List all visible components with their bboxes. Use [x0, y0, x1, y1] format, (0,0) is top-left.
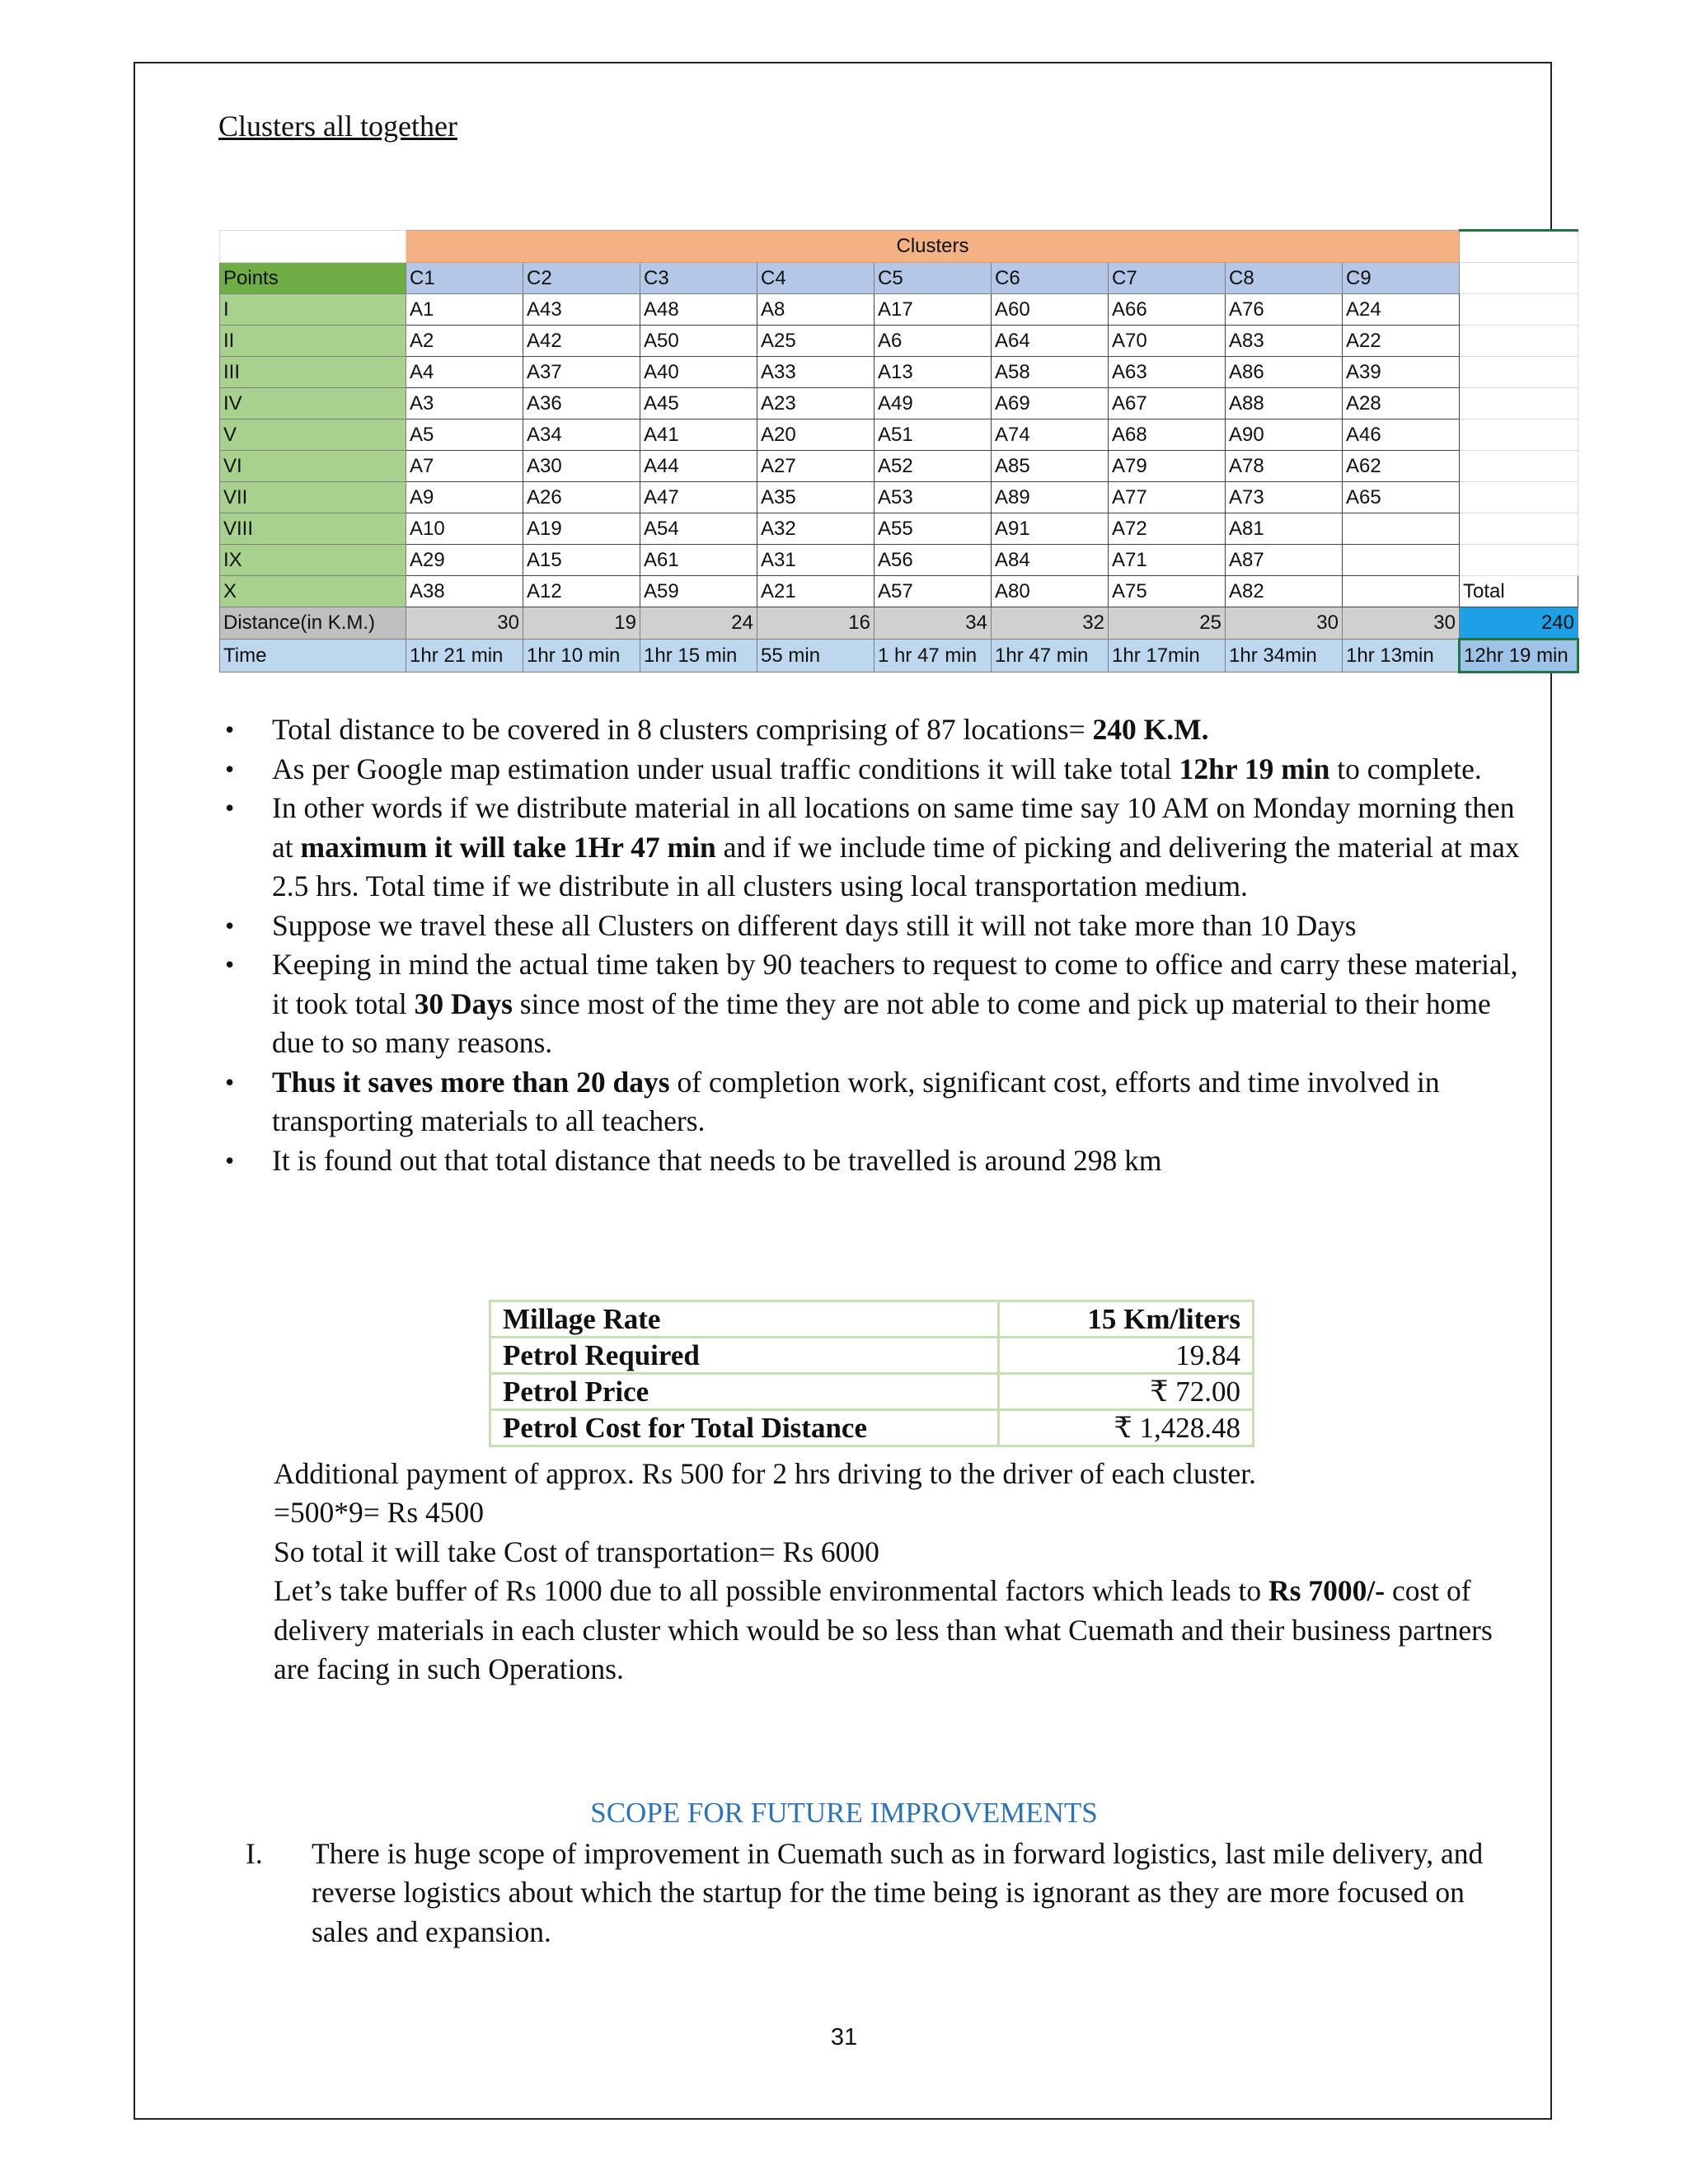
empty-cell	[1460, 513, 1578, 545]
text-run: Additional payment of approx. Rs 500 for 2 hrs driving to the driver of each cluster.	[274, 1457, 1256, 1490]
time-cell: 1hr 34min	[1226, 640, 1343, 673]
location-cell: A10	[406, 513, 523, 545]
location-cell: A50	[640, 326, 757, 357]
cluster-header-cell: C9	[1343, 263, 1460, 294]
location-cell: A87	[1226, 545, 1343, 576]
distance-cell: 25	[1109, 607, 1226, 640]
point-label-cell: X	[220, 576, 406, 607]
location-cell: A70	[1109, 326, 1226, 357]
point-label-cell: VI	[220, 451, 406, 482]
text-run: Suppose we travel these all Clusters on different days still it will not take more than 10 Days	[272, 908, 1357, 942]
point-label-cell: III	[220, 357, 406, 388]
location-cell: A43	[523, 294, 640, 326]
bold-text: Rs 7000/-	[1268, 1574, 1386, 1608]
time-cell: 1hr 15 min	[640, 640, 757, 673]
bold-text: 30 Days	[414, 987, 513, 1020]
location-cell: A64	[992, 326, 1109, 357]
petrol-key-cell: Petrol Price	[490, 1374, 999, 1410]
distance-cell: 24	[640, 607, 757, 640]
location-cell: A83	[1226, 326, 1343, 357]
location-cell: A75	[1109, 576, 1226, 607]
bold-text: 12hr 19 min	[1179, 752, 1330, 785]
sheet-time-row	[220, 640, 1578, 673]
scope-item-text: There is huge scope of improvement in Cuemath such as in forward logistics, last mile delivery, and reverse logistics about which the startup for the time being is ignorant as they are more focused on sales and expansion.	[312, 1837, 1484, 1948]
sheet-data-row	[220, 294, 1578, 326]
bold-text: 240 K.M.	[1092, 713, 1209, 746]
distance-cell: 16	[757, 607, 874, 640]
location-cell: A60	[992, 294, 1109, 326]
bullet-item	[272, 1063, 1525, 1141]
location-cell: A53	[874, 482, 992, 513]
empty-cell	[1460, 294, 1578, 326]
text-run: So total it will take Cost of transportation= Rs 6000	[274, 1535, 879, 1568]
cluster-header-cell: C6	[992, 263, 1109, 294]
sheet-data-row	[220, 576, 1578, 607]
location-cell: A13	[874, 357, 992, 388]
location-cell: A26	[523, 482, 640, 513]
location-cell: A36	[523, 388, 640, 419]
bullet-item	[272, 750, 1525, 790]
time-label-cell: Time	[220, 640, 406, 673]
location-cell: A54	[640, 513, 757, 545]
empty-cell	[1460, 545, 1578, 576]
distance-cell: 30	[406, 607, 523, 640]
location-cell: A46	[1343, 419, 1460, 451]
text-run: Let’s take buffer of Rs 1000 due to all possible environmental factors which leads to	[274, 1574, 1269, 1608]
location-cell: A66	[1109, 294, 1226, 326]
location-cell: A47	[640, 482, 757, 513]
location-cell: A41	[640, 419, 757, 451]
location-cell: A80	[992, 576, 1109, 607]
text-run: In other words if we distribute material in all locations on same time say 10 AM on Monday morning then at	[272, 791, 1515, 864]
petrol-value-cell: 15 Km/liters	[999, 1301, 1254, 1338]
location-cell	[1343, 576, 1460, 607]
empty-cell	[220, 231, 406, 263]
location-cell: A88	[1226, 388, 1343, 419]
text-run: It is found out that total distance that needs to be travelled is around 298 km	[272, 1143, 1162, 1177]
location-cell: A23	[757, 388, 874, 419]
petrol-row	[490, 1410, 1254, 1446]
bold-text: Thus it saves more than 20 days	[272, 1065, 670, 1099]
distance-total-cell: 240	[1460, 607, 1578, 640]
location-cell: A90	[1226, 419, 1343, 451]
distance-label-cell: Distance(in K.M.)	[220, 607, 406, 640]
location-cell: A29	[406, 545, 523, 576]
text-run: to complete.	[1329, 752, 1482, 785]
cluster-header-cell: C1	[406, 263, 523, 294]
location-cell: A56	[874, 545, 992, 576]
text-run: of completion work, significant cost, efforts and time involved in transporting materials to all teachers.	[272, 1065, 1440, 1137]
location-cell: A34	[523, 419, 640, 451]
location-cell: A1	[406, 294, 523, 326]
cluster-header-cell: C2	[523, 263, 640, 294]
findings-bullet-list	[272, 710, 1525, 1180]
time-cell: 1hr 17min	[1109, 640, 1226, 673]
location-cell: A12	[523, 576, 640, 607]
location-cell: A39	[1343, 357, 1460, 388]
location-cell: A17	[874, 294, 992, 326]
location-cell: A72	[1109, 513, 1226, 545]
time-cell: 55 min	[757, 640, 874, 673]
location-cell: A5	[406, 419, 523, 451]
petrol-value-cell: ₹ 1,428.48	[999, 1410, 1254, 1446]
sheet-data-row	[220, 482, 1578, 513]
location-cell: A28	[1343, 388, 1460, 419]
location-cell: A78	[1226, 451, 1343, 482]
location-cell: A73	[1226, 482, 1343, 513]
cluster-header-cell: C7	[1109, 263, 1226, 294]
location-cell: A81	[1226, 513, 1343, 545]
point-label-cell: I	[220, 294, 406, 326]
location-cell: A86	[1226, 357, 1343, 388]
empty-cell	[1460, 326, 1578, 357]
location-cell: A4	[406, 357, 523, 388]
location-cell: A71	[1109, 545, 1226, 576]
empty-cell	[1460, 263, 1578, 294]
location-cell: A52	[874, 451, 992, 482]
empty-cell	[1460, 357, 1578, 388]
point-label-cell: II	[220, 326, 406, 357]
total-label-cell: Total	[1460, 576, 1578, 607]
time-cell: 1hr 10 min	[523, 640, 640, 673]
location-cell: A62	[1343, 451, 1460, 482]
location-cell: A68	[1109, 419, 1226, 451]
location-cell: A8	[757, 294, 874, 326]
scope-item-number: I.	[246, 1837, 263, 1870]
cost-paragraph	[274, 1572, 1535, 1689]
location-cell: A89	[992, 482, 1109, 513]
location-cell: A33	[757, 357, 874, 388]
text-run: Total distance to be covered in 8 clusters comprising of 87 locations=	[272, 713, 1093, 746]
bullet-item	[272, 789, 1525, 907]
location-cell	[1343, 545, 1460, 576]
text-run: cost of delivery materials in each cluster which would be so less than what Cuemath and their business partners are facing in such Operations.	[274, 1574, 1493, 1686]
location-cell: A30	[523, 451, 640, 482]
location-cell: A48	[640, 294, 757, 326]
time-cell: 1hr 21 min	[406, 640, 523, 673]
time-cell: 1hr 13min	[1343, 640, 1460, 673]
location-cell: A44	[640, 451, 757, 482]
distance-cell: 30	[1226, 607, 1343, 640]
time-total-cell: 12hr 19 min	[1460, 640, 1578, 673]
cost-paragraph	[274, 1455, 1535, 1493]
location-cell: A55	[874, 513, 992, 545]
point-label-cell: VIII	[220, 513, 406, 545]
location-cell: A7	[406, 451, 523, 482]
bullet-item	[272, 945, 1525, 1063]
location-cell: A76	[1226, 294, 1343, 326]
location-cell: A20	[757, 419, 874, 451]
location-cell: A40	[640, 357, 757, 388]
cluster-header-cell: C8	[1226, 263, 1343, 294]
location-cell: A15	[523, 545, 640, 576]
location-cell: A25	[757, 326, 874, 357]
point-label-cell: VII	[220, 482, 406, 513]
location-cell: A84	[992, 545, 1109, 576]
location-cell: A27	[757, 451, 874, 482]
empty-cell	[1460, 451, 1578, 482]
location-cell: A57	[874, 576, 992, 607]
location-cell: A31	[757, 545, 874, 576]
sheet-data-row	[220, 513, 1578, 545]
page-number: 31	[830, 2024, 858, 2050]
location-cell: A24	[1343, 294, 1460, 326]
point-label-cell: IX	[220, 545, 406, 576]
sheet-data-row	[220, 326, 1578, 357]
cost-paragraph	[274, 1533, 1535, 1572]
text-run: and if we include time of picking and delivering the material at max 2.5 hrs. Total time if we distribute in all clusters using local transportation medium.	[272, 830, 1520, 902]
distance-cell: 32	[992, 607, 1109, 640]
time-cell: 1 hr 47 min	[874, 640, 992, 673]
distance-cell: 19	[523, 607, 640, 640]
location-cell: A42	[523, 326, 640, 357]
sheet-distance-row	[220, 607, 1578, 640]
location-cell: A19	[523, 513, 640, 545]
petrol-key-cell: Petrol Required	[490, 1338, 999, 1374]
bullet-item	[272, 907, 1525, 946]
location-cell: A38	[406, 576, 523, 607]
petrol-value-cell: ₹ 72.00	[999, 1374, 1254, 1410]
cluster-header-cell: C5	[874, 263, 992, 294]
clusters-title-cell: Clusters	[406, 231, 1460, 263]
location-cell: A63	[1109, 357, 1226, 388]
scope-heading: SCOPE FOR FUTURE IMPROVEMENTS	[590, 1797, 1098, 1829]
location-cell: A77	[1109, 482, 1226, 513]
sheet-header-row	[220, 263, 1578, 294]
points-header-cell: Points	[220, 263, 406, 294]
location-cell: A51	[874, 419, 992, 451]
text-run: As per Google map estimation under usual traffic conditions it will take total	[272, 752, 1179, 785]
location-cell: A61	[640, 545, 757, 576]
petrol-key-cell: Millage Rate	[490, 1301, 999, 1338]
petrol-row	[490, 1338, 1254, 1374]
location-cell: A35	[757, 482, 874, 513]
bullet-item	[272, 710, 1525, 750]
location-cell: A65	[1343, 482, 1460, 513]
location-cell: A22	[1343, 326, 1460, 357]
cluster-header-cell: C4	[757, 263, 874, 294]
location-cell: A49	[874, 388, 992, 419]
location-cell: A85	[992, 451, 1109, 482]
location-cell	[1343, 513, 1460, 545]
sheet-data-row	[220, 388, 1578, 419]
cost-paragraphs	[274, 1455, 1535, 1689]
bullet-item	[272, 1141, 1525, 1181]
petrol-value-cell: 19.84	[999, 1338, 1254, 1374]
petrol-row	[490, 1374, 1254, 1410]
text-run: =500*9= Rs 4500	[274, 1496, 485, 1530]
location-cell: A58	[992, 357, 1109, 388]
point-label-cell: IV	[220, 388, 406, 419]
location-cell: A21	[757, 576, 874, 607]
location-cell: A59	[640, 576, 757, 607]
cluster-header-cell: C3	[640, 263, 757, 294]
scope-list	[246, 1835, 1523, 1952]
location-cell: A91	[992, 513, 1109, 545]
location-cell: A67	[1109, 388, 1226, 419]
location-cell: A82	[1226, 576, 1343, 607]
location-cell: A3	[406, 388, 523, 419]
location-cell: A9	[406, 482, 523, 513]
location-cell: A37	[523, 357, 640, 388]
cost-paragraph	[274, 1493, 1535, 1532]
location-cell: A79	[1109, 451, 1226, 482]
sheet-data-row	[220, 419, 1578, 451]
sheet-row-title	[220, 231, 1578, 263]
petrol-key-cell: Petrol Cost for Total Distance	[490, 1410, 999, 1446]
sheet-data-row	[220, 545, 1578, 576]
clusters-spreadsheet	[219, 229, 1579, 673]
location-cell: A45	[640, 388, 757, 419]
location-cell: A32	[757, 513, 874, 545]
petrol-cost-table	[489, 1300, 1254, 1447]
location-cell: A2	[406, 326, 523, 357]
text-run: Keeping in mind the actual time taken by 90 teachers to request to come to office and carry these material, it took total	[272, 948, 1518, 1020]
location-cell: A74	[992, 419, 1109, 451]
bold-text: maximum it will take 1Hr 47 min	[300, 830, 716, 864]
empty-cell	[1460, 482, 1578, 513]
scope-item	[246, 1835, 1523, 1952]
distance-cell: 34	[874, 607, 992, 640]
empty-cell	[1460, 231, 1578, 263]
empty-cell	[1460, 388, 1578, 419]
distance-cell: 30	[1343, 607, 1460, 640]
point-label-cell: V	[220, 419, 406, 451]
text-run: since most of the time they are not able to come and pick up material to their home due to so many reasons.	[272, 987, 1491, 1059]
empty-cell	[1460, 419, 1578, 451]
time-cell: 1hr 47 min	[992, 640, 1109, 673]
location-cell: A69	[992, 388, 1109, 419]
sheet-data-row	[220, 357, 1578, 388]
sheet-data-row	[220, 451, 1578, 482]
location-cell: A6	[874, 326, 992, 357]
petrol-row	[490, 1301, 1254, 1338]
section-heading: Clusters all together	[218, 110, 457, 143]
